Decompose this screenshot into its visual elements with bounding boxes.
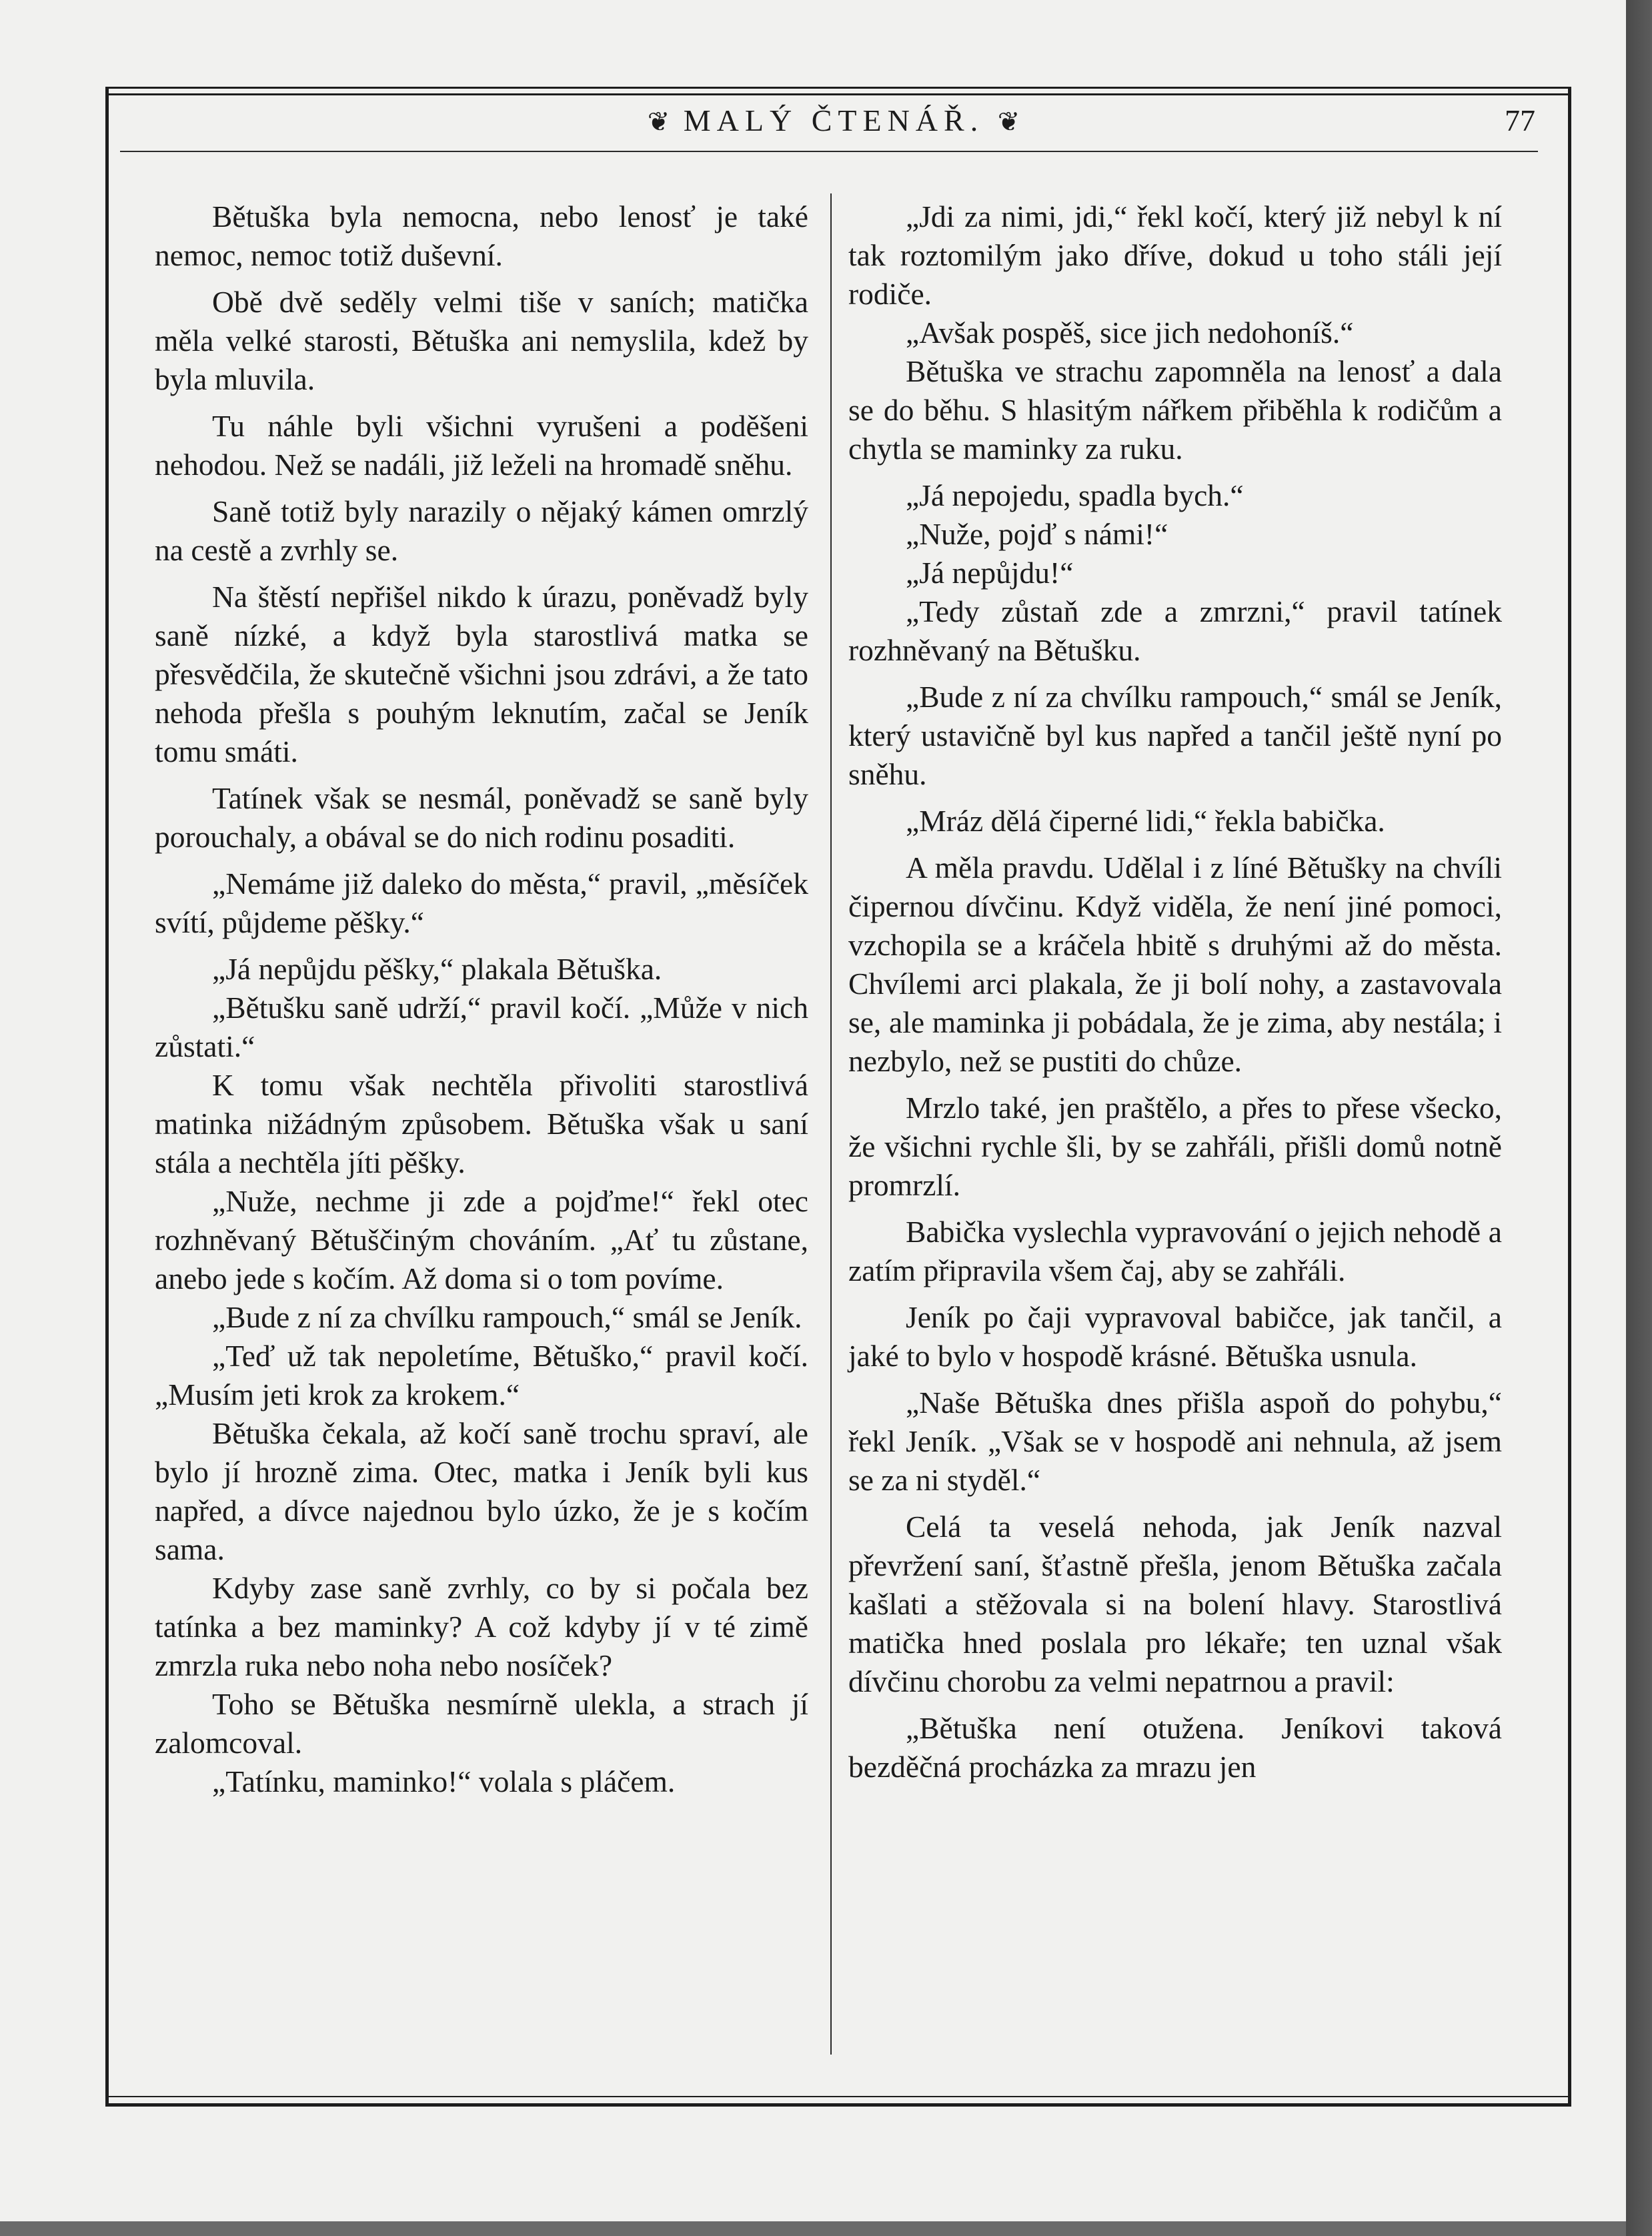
header-divider xyxy=(120,151,1538,152)
running-header xyxy=(120,100,1547,147)
journal-title xyxy=(120,103,1547,138)
journal-title-text: MALÝ ČTENÁŘ. xyxy=(683,103,984,137)
paragraph: Bětuška byla nemocna, nebo lenosť je také nemoc, nemoc totiž duševní. xyxy=(155,199,808,272)
paragraph: „Bětušku saně udrží,“ pravil kočí. „Může v nich zůstati.“ xyxy=(155,991,808,1063)
paragraph: Kdyby zase saně zvrhly, co by si počala bez tatínka a bez maminky? A což kdyby jí v té zimě zmrzla ruka nebo noha nebo nosíček? xyxy=(155,1571,808,1682)
page-border-inner-bottom xyxy=(105,2096,1571,2097)
paragraph: Obě dvě seděly velmi tiše v saních; matička měla velké starosti, Bětuška ani nemyslila, kdež by byla mluvila. xyxy=(155,285,808,396)
paragraph: Bětuška čekala, až kočí saně trochu spraví, ale bylo jí hrozně zima. Otec, matka i Jeník byli kus napřed, a dívce najednou bylo úzko, že je s kočím sama. xyxy=(155,1416,808,1566)
paragraph: „Naše Bětuška dnes přišla aspoň do pohybu,“ řekl Jeník. „Však se v hospodě ani nehnula, až jsem se za ni styděl.“ xyxy=(848,1385,1502,1497)
paragraph: „Tatínku, maminko!“ volala s pláčem. xyxy=(212,1764,676,1798)
paragraph: „Jdi za nimi, jdi,“ řekl kočí, který již nebyl k ní tak roztomilým jako dříve, dokud u toho stáli její rodiče. xyxy=(848,199,1502,311)
paragraph: K tomu však nechtěla přivoliti starostlivá matinka nižádným způsobem. Bětuška však u saní stála a nechtěla jíti pěšky. xyxy=(155,1068,808,1179)
ornament-left-icon: ❦ xyxy=(647,107,670,137)
paragraph: Mrzlo také, jen praštělo, a přes to přese všecko, že všichni rychle šli, by se zahřáli, přišli domů notně promrzlí. xyxy=(848,1091,1502,1202)
paragraph: „Já nepojedu, spadla bych.“ xyxy=(906,478,1244,512)
paragraph: „Tedy zůstaň zde a zmrzni,“ pravil tatínek rozhněvaný na Bětušku. xyxy=(848,594,1502,667)
right-column xyxy=(848,197,1502,1794)
paragraph: Babička vyslechla vypravování o jejich nehodě a zatím připravila všem čaj, aby se zahřáli. xyxy=(848,1215,1502,1287)
left-column xyxy=(155,197,808,1801)
page-number: 77 xyxy=(1505,103,1535,137)
paragraph: „Nuže, nechme ji zde a pojďme!“ řekl otec rozhněvaný Bětuščiným chováním. „Ať tu zůstane, anebo jede s kočím. Až doma si o tom povíme. xyxy=(155,1184,808,1295)
paragraph: „Bětuška není otužena. Jeníkovi taková bezděčná procházka za mrazu jen xyxy=(848,1711,1502,1784)
paragraph: „Nemáme již daleko do města,“ pravil, „měsíček svítí, půjdeme pěšky.“ xyxy=(155,867,808,939)
column-divider xyxy=(830,193,832,2055)
scan-edge-shadow xyxy=(1626,0,1652,2236)
paragraph: Tatínek však se nesmál, poněvadž se saně byly porouchaly, a obával se do nich rodinu posaditi. xyxy=(155,781,808,854)
paragraph: Celá ta veselá nehoda, jak Jeník nazval převržení saní, šťastně přešla, jenom Bětuška začala kašlati a stěžovala si na bolení hlavy. Starostlivá matička hned poslala pro lékaře; ten uznal však dívčinu chorobu za velmi nepatrnou a pravil: xyxy=(848,1510,1502,1698)
page-border-inner-top xyxy=(105,93,1571,95)
paragraph: Bětuška ve strachu zapomněla na lenosť a dala se do běhu. S hlasitým nářkem přiběhla k rodičům a chytla se maminky za ruku. xyxy=(848,354,1502,466)
paragraph: A měla pravdu. Udělal i z líné Bětušky na chvíli čipernou dívčinu. Když viděla, že není jiné pomoci, vzchopila se a kráčela hbitě s druhými až do města. Chvílemi arci plakala, že ji bolí nohy, a zastavovala se, ale maminka ji pobádala, že je zima, aby nestála; i nezbylo, než se pustiti do chůze. xyxy=(848,851,1502,1078)
ornament-right-icon: ❦ xyxy=(997,107,1020,137)
paragraph: Saně totiž byly narazily o nějaký kámen omrzlý na cestě a zvrhly se. xyxy=(155,494,808,567)
paragraph: Jeník po čaji vypravoval babičce, jak tančil, a jaké to bylo v hospodě krásné. Bětuška usnula. xyxy=(848,1300,1502,1373)
paragraph: „Nuže, pojď s námi!“ xyxy=(906,517,1168,551)
paragraph: Toho se Bětuška nesmírně ulekla, a strach jí zalomcoval. xyxy=(155,1687,808,1760)
paragraph: Na štěstí nepřišel nikdo k úrazu, poněvadž byly saně nízké, a když byla starostlivá matka se přesvědčila, že skutečně všichni jsou zdrávi, a že tato nehoda přešla s pouhým leknutím, začal se Jeník tomu smáti. xyxy=(155,580,808,768)
paragraph: „Avšak pospěš, sice jich nedohoníš.“ xyxy=(906,316,1354,350)
paragraph: „Já nepůjdu!“ xyxy=(906,556,1074,590)
paragraph: Tu náhle byli všichni vyrušeni a poděšeni nehodou. Než se nadáli, již leželi na hromadě sněhu. xyxy=(155,409,808,482)
paragraph: „Já nepůjdu pěšky,“ plakala Bětuška. xyxy=(212,952,662,986)
paragraph: „Bude z ní za chvílku rampouch,“ smál se Jeník. xyxy=(212,1300,802,1334)
paragraph: „Mráz dělá čiperné lidi,“ řekla babička. xyxy=(906,804,1385,838)
paragraph: „Teď už tak nepoletíme, Bětuško,“ pravil kočí. „Musím jeti krok za krokem.“ xyxy=(155,1339,808,1412)
paragraph: „Bude z ní za chvílku rampouch,“ smál se Jeník, který ustavičně byl kus napřed a tančil ještě nyní po sněhu. xyxy=(848,680,1502,791)
